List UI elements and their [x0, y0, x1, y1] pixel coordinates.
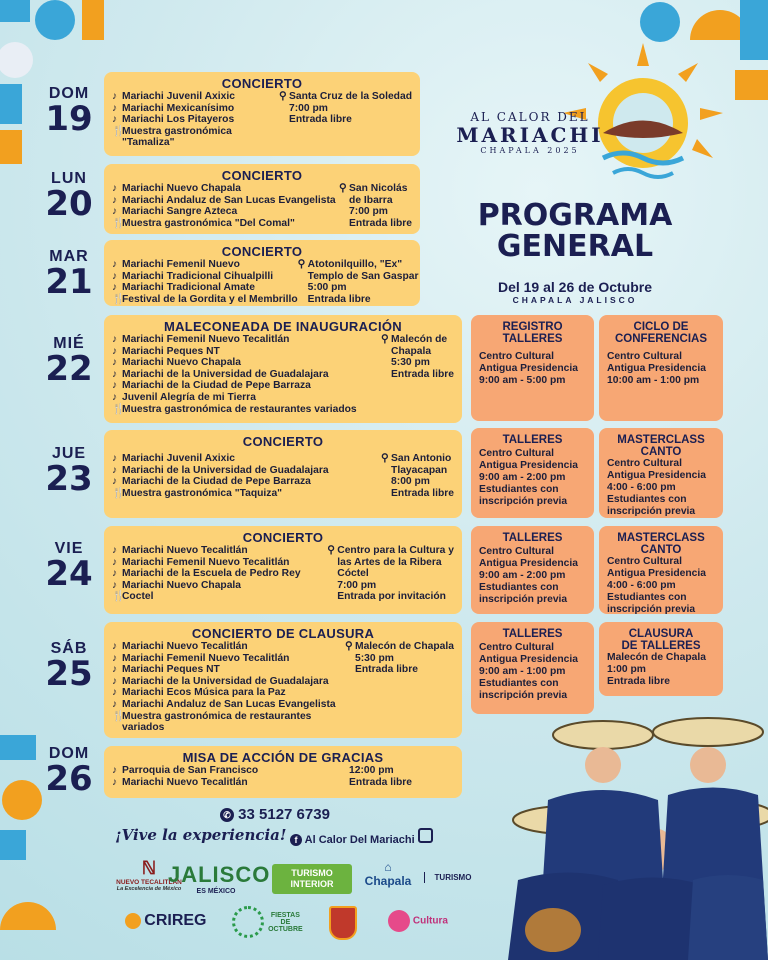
admission: Entrada libre	[349, 776, 412, 788]
list-item: ♪ Mariachi Peques NT	[112, 345, 220, 357]
event-dates	[455, 279, 695, 305]
list-item: ♪ Mariachi Nuevo Tecalitlán	[112, 545, 248, 556]
list-item: ♪ Mariachi de la Universidad de Guadalajara	[112, 368, 329, 380]
day-label	[38, 640, 100, 694]
pin-icon: ⚲	[339, 183, 347, 194]
venue-info	[298, 259, 419, 305]
sponsor-turismo: TURISMO	[424, 872, 481, 883]
event-title: CONCIERTO	[221, 244, 303, 259]
side-title: MASTERCLASS CANTO	[617, 532, 705, 556]
venue: ⚲ Centro para la Cultura y	[327, 545, 454, 556]
fork-knife-icon: 🍴	[112, 217, 125, 229]
side-box: MASTERCLASS CANTO Centro Cultural Antigua Presidencia 4:00 - 6:00 pm Estudiantes con inscripción previa	[599, 526, 723, 614]
list-item: ♪ Mariachi Femenil Nuevo	[112, 259, 240, 270]
day-of-week: DOM	[48, 745, 90, 762]
side-box: TALLERES Centro Cultural Antigua Presidencia 9:00 am - 1:00 pm Estudiantes con inscripción previa	[471, 622, 594, 714]
event-title: CONCIERTO	[221, 76, 303, 91]
event-card	[104, 240, 420, 306]
music-note-icon: ♪	[112, 380, 118, 392]
fork-knife-icon: 🍴	[112, 403, 125, 415]
venue: ⚲ Malecón de Chapala	[345, 641, 454, 652]
coat-of-arms-icon	[329, 906, 357, 940]
pin-icon: ⚲	[278, 91, 287, 102]
music-note-icon: ♪	[112, 765, 118, 776]
performer: Mariachi Mexicanísimo	[122, 102, 235, 114]
music-note-icon: ♪	[112, 776, 118, 788]
fork-knife-icon: 🍴	[112, 710, 125, 722]
list-item: ♪ Mariachi de la Escuela de Pedro Rey	[112, 568, 301, 580]
music-note-icon: ♪	[112, 334, 118, 345]
music-note-icon: ♪	[112, 183, 118, 194]
sponsor-turismo-interior: TURISMO INTERIOR	[272, 864, 352, 894]
date-range: Del 19 al 26 de Octubre	[497, 279, 653, 295]
music-note-icon: ♪	[112, 476, 118, 488]
day-label	[38, 540, 100, 594]
day-label	[38, 248, 100, 302]
performer: Mariachi Juvenil Axixic	[122, 91, 235, 102]
day-number: 26	[45, 759, 93, 799]
crireg-icon	[125, 913, 141, 929]
venue-info	[279, 91, 412, 149]
list-item: ♪ Mariachi de la Universidad de Guadalajara	[112, 464, 329, 476]
music-note-icon: ♪	[112, 453, 118, 464]
music-note-icon: ♪	[112, 114, 118, 126]
list-item: ♪ Mariachi de la Ciudad de Pepe Barraza	[112, 476, 311, 488]
mariachi-group-image	[508, 710, 768, 960]
list-item: ♪ Mariachi Nuevo Chapala	[112, 579, 242, 591]
venue-info	[381, 453, 454, 499]
pin-icon: ⚲	[345, 641, 353, 652]
list-item: 🍴Coctel	[112, 591, 154, 603]
music-note-icon: ♪	[112, 579, 118, 591]
event-title: CONCIERTO	[242, 530, 324, 545]
pin-icon: ⚲	[381, 453, 389, 464]
sponsor-nuevo-tecalitlan: ℕ NUEVO TECALITLÁN La Excelencia de México	[108, 858, 190, 892]
side-box: REGISTRO TALLERES Centro Cultural Antigua Presidencia 9:00 am - 5:00 pm	[471, 315, 594, 421]
music-note-icon: ♪	[112, 270, 118, 282]
list-item: 🍴Muestra gastronómica de restaurantes variados	[112, 403, 357, 415]
list-item: ♪ Juvenil Alegría de mi Tierra	[112, 391, 256, 403]
side-title: MASTERCLASS CANTO	[617, 434, 705, 458]
music-note-icon: ♪	[112, 687, 118, 699]
logo-line1: AL CALOR DEL	[470, 110, 590, 124]
side-box: CLAUSURA DE TALLERES Malecón de Chapala 1:00 pm Entrada libre	[599, 622, 723, 696]
side-title: CLAUSURA DE TALLERES	[621, 628, 701, 652]
event-card	[104, 72, 420, 156]
venue: Templo de San Gaspar	[307, 270, 419, 282]
sponsor-jalisco: JALISCO ES MÉXICO	[168, 862, 271, 895]
event-logo	[440, 110, 620, 155]
event-title: CONCIERTO	[221, 168, 303, 183]
admission: Entrada libre	[355, 664, 418, 676]
day-number: 23	[45, 459, 93, 499]
list-item: 🍴Muestra gastronómica "Del Comal"	[112, 217, 295, 229]
side-title: TALLERES	[502, 628, 563, 640]
side-box: CICLO DE CONFERENCIAS Centro Cultural Antigua Presidencia 10:00 am - 1:00 pm	[599, 315, 723, 421]
event-card	[104, 526, 462, 614]
sponsor-cultura: Cultura	[378, 910, 458, 932]
admission: Entrada libre	[391, 487, 454, 499]
event-title: MISA DE ACCIÓN DE GRACIAS	[182, 750, 384, 765]
venue: ⚲ Atotonilquillo, "Ex"	[297, 259, 403, 270]
time: 7:00 pm	[288, 102, 328, 114]
venue-info	[327, 545, 454, 603]
day-number: 25	[45, 654, 93, 694]
list-item: ♪ Mariachi Sangre Azteca	[112, 206, 238, 218]
day-of-week: MAR	[49, 248, 89, 265]
day-of-week: MIÉ	[53, 335, 85, 352]
facebook-icon: f	[290, 834, 302, 846]
music-note-icon: ♪	[112, 259, 118, 270]
music-note-icon: ♪	[112, 194, 118, 206]
list-item: variados	[122, 722, 165, 734]
fork-knife-icon: 🍴	[112, 487, 125, 499]
day-number: 21	[45, 262, 93, 302]
day-of-week: VIE	[54, 540, 84, 557]
music-note-icon: ♪	[112, 464, 118, 476]
social-handle[interactable]	[290, 828, 433, 846]
side-box: TALLERES Centro Cultural Antigua Presidencia 9:00 am - 2:00 pm Estudiantes con inscripción previa	[471, 526, 594, 614]
program-title	[455, 200, 695, 262]
venue: ⚲ San Antonio	[381, 453, 452, 464]
list-item: 🍴Muestra gastronómica de restaurantes	[112, 710, 312, 722]
music-note-icon: ♪	[112, 698, 118, 710]
venue-info	[339, 183, 412, 229]
performer-list	[112, 259, 298, 305]
music-note-icon: ♪	[112, 568, 118, 580]
location: CHAPALA JALISCO	[512, 295, 638, 305]
venue: las Artes de la Ribera	[337, 556, 442, 568]
admission: Entrada libre	[391, 368, 454, 380]
list-item: ♪ Mariachi Femenil Nuevo Tecalitlán	[112, 652, 290, 664]
pin-icon: ⚲	[327, 545, 335, 556]
logo-line2: MARIACHI	[456, 123, 604, 147]
fork-knife-icon: 🍴	[112, 125, 125, 137]
music-note-icon: ♪	[112, 641, 118, 652]
time: 8:00 pm	[391, 476, 430, 488]
list-item: ♪ Mariachi Nuevo Tecalitlán	[112, 641, 248, 652]
music-note-icon: ♪	[112, 357, 118, 369]
music-note-icon: ♪	[112, 391, 118, 403]
list-item: ♪ Mariachi Juvenil Axixic	[112, 453, 235, 464]
event-title: CONCIERTO	[242, 434, 324, 449]
side-title: REGISTRO TALLERES	[502, 321, 563, 345]
food-item: "Tamaliza"	[122, 137, 175, 149]
music-note-icon: ♪	[112, 102, 118, 114]
list-item: ♪ Mariachi Nuevo Chapala	[112, 357, 242, 369]
sponsor-chapala: ⌂ Chapala	[358, 860, 418, 888]
list-item: ♪ Mariachi Ecos Música para la Paz	[112, 687, 286, 699]
list-item: ♪ Mariachi Andaluz de San Lucas Evangelista	[112, 698, 336, 710]
list-item: ♪ Mariachi Peques NT	[112, 664, 220, 676]
list-item: 🍴Festival de la Gordita y el Membrillo	[112, 293, 298, 305]
list-item: ♪ Mariachi Nuevo Chapala	[112, 183, 242, 194]
pin-icon: ⚲	[297, 259, 306, 270]
tagline: ¡Vive la experiencia!	[115, 826, 287, 844]
time: 12:00 pm	[349, 765, 394, 776]
event-title: MALECONEADA DE INAUGURACIÓN	[163, 319, 402, 334]
day-of-week: LUN	[51, 170, 87, 187]
social-text: Al Calor Del Mariachi	[304, 834, 415, 846]
event-card	[104, 430, 462, 518]
list-item: ♪ Mariachi Femenil Nuevo Tecalitlán	[112, 334, 290, 345]
instagram-icon	[418, 828, 433, 843]
event-card	[104, 315, 462, 423]
nt-emblem-icon: ℕ	[141, 858, 157, 878]
performer-list	[112, 641, 336, 734]
performer-list	[112, 183, 336, 229]
music-note-icon: ♪	[112, 675, 118, 687]
event-card	[104, 164, 420, 234]
list-item	[112, 91, 235, 103]
day-label	[38, 170, 100, 224]
pin-icon: ⚲	[381, 334, 389, 345]
day-number: 24	[45, 554, 93, 594]
list-item	[112, 103, 235, 115]
time: 5:30 pm	[355, 652, 394, 664]
performer-list	[112, 545, 301, 603]
performer: Mariachi Los Pitayeros	[122, 114, 235, 126]
venue-info	[349, 765, 412, 788]
venue-info	[345, 641, 454, 734]
event-title: CONCIERTO DE CLAUSURA	[191, 626, 375, 641]
food-item: Muestra gastronómica	[122, 125, 232, 137]
venue: Tlayacapan	[391, 464, 448, 476]
day-of-week: JUE	[51, 445, 87, 462]
venue: de Ibarra	[349, 194, 393, 206]
performer-list	[112, 765, 258, 788]
list-item: 🍴Muestra gastronómica "Taquiza"	[112, 487, 283, 499]
side-box: TALLERES Centro Cultural Antigua Presidencia 9:00 am - 2:00 pm Estudiantes con inscripción previa	[471, 428, 594, 518]
chapala-emblem-icon: ⌂	[384, 860, 392, 874]
music-note-icon: ♪	[112, 345, 118, 357]
list-item	[112, 137, 235, 149]
side-title: TALLERES	[502, 434, 563, 446]
title-line1: PROGRAMA	[477, 198, 673, 233]
performer-list	[112, 453, 329, 499]
day-label	[38, 335, 100, 389]
music-note-icon: ♪	[112, 282, 118, 294]
venue: ⚲ Santa Cruz de la Soledad	[278, 91, 412, 102]
performer-list	[112, 91, 235, 149]
admission: Entrada libre	[349, 217, 412, 229]
admission: Entrada libre	[307, 293, 371, 305]
day-label	[38, 85, 100, 139]
admission: Entrada por invitación	[337, 591, 446, 603]
music-note-icon: ♪	[112, 545, 118, 556]
side-box: MASTERCLASS CANTO Centro Cultural Antigua Presidencia 4:00 - 6:00 pm Estudiantes con inscripción previa	[599, 428, 723, 518]
venue: ⚲ Malecón de	[381, 334, 448, 345]
list-item: ♪ Mariachi Tradicional Cihualpilli	[112, 270, 274, 282]
sponsor-crireg: CRIREG	[120, 912, 212, 930]
list-item	[112, 126, 235, 138]
day-number: 22	[45, 349, 93, 389]
music-note-icon: ♪	[112, 206, 118, 218]
cultura-icon	[388, 910, 410, 932]
sponsor-fiestas-octubre: FIESTAS DE OCTUBRE	[230, 906, 306, 938]
phone-number[interactable]	[220, 806, 330, 823]
fork-knife-icon: 🍴	[112, 293, 125, 305]
list-item: ♪ Mariachi de la Universidad de Guadalajara	[112, 675, 329, 687]
event-card	[104, 746, 462, 798]
list-item: ♪ Mariachi Femenil Nuevo Tecalitlán	[112, 556, 290, 568]
time: 5:00 pm	[307, 282, 347, 294]
time: 7:00 pm	[337, 579, 377, 591]
fiestas-icon	[232, 906, 264, 938]
venue-info	[381, 334, 454, 415]
day-label	[38, 445, 100, 499]
music-note-icon: ♪	[112, 652, 118, 664]
list-item: ♪ Mariachi Andaluz de San Lucas Evangelista	[112, 194, 336, 206]
side-title: CICLO DE CONFERENCIAS	[614, 321, 707, 345]
music-note-icon: ♪	[112, 368, 118, 380]
music-note-icon: ♪	[112, 91, 118, 102]
list-item	[112, 114, 235, 126]
list-item: ♪ Parroquia de San Francisco	[112, 765, 259, 776]
time: 5:30 pm	[391, 357, 430, 369]
day-label	[38, 745, 100, 799]
day-number: 20	[45, 184, 93, 224]
phone-text: 33 5127 6739	[238, 806, 330, 823]
time: 7:00 pm	[349, 206, 388, 218]
logo-line3: CHAPALA 2025	[480, 146, 580, 155]
sponsor-shield	[326, 906, 360, 943]
whatsapp-icon: ✆	[220, 808, 234, 822]
list-item: ♪ Mariachi Tradicional Amate	[112, 282, 255, 294]
fork-knife-icon: 🍴	[112, 591, 125, 603]
venue: ⚲ San Nicolás	[339, 183, 408, 194]
side-title: TALLERES	[502, 532, 563, 544]
performer-list	[112, 334, 357, 415]
title-line2: GENERAL	[496, 229, 654, 264]
music-note-icon: ♪	[112, 556, 118, 568]
note: Cóctel	[337, 568, 369, 580]
day-number: 19	[45, 99, 93, 139]
admission: Entrada libre	[288, 114, 352, 126]
venue: Chapala	[391, 345, 432, 357]
day-of-week: SÁB	[50, 640, 88, 657]
music-note-icon: ♪	[112, 664, 118, 676]
list-item: ♪ Mariachi Nuevo Tecalitlán	[112, 776, 248, 788]
list-item: ♪ Mariachi de la Ciudad de Pepe Barraza	[112, 380, 311, 392]
day-of-week: DOM	[48, 85, 90, 102]
event-card	[104, 622, 462, 738]
